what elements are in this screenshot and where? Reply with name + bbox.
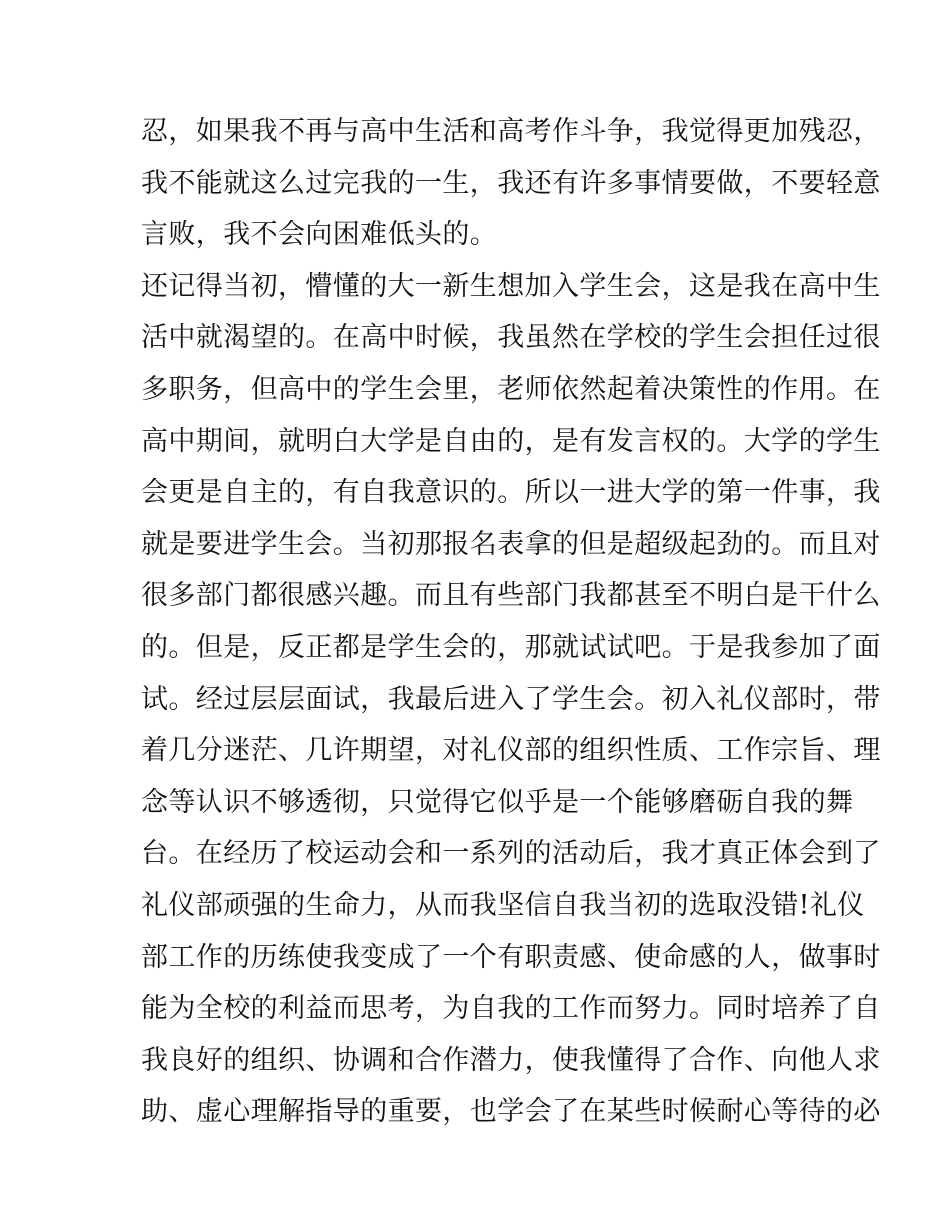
text-line: 言败，我不会向困难低头的。: [141, 219, 498, 251]
text-line: 还记得当初，懵懂的大一新生想加入学生会，这是我在高中生: [141, 270, 881, 302]
text-line: 礼仪部顽强的生命力，从而我坚信自我当初的选取没错!礼仪: [141, 889, 865, 921]
text-line: 念等认识不够透彻，只觉得它似乎是一个能够磨砺自我的舞: [141, 786, 854, 818]
text-line: 部工作的历练使我变成了一个有职责感、使命感的人，做事时: [141, 941, 881, 973]
text-line: 我良好的组织、协调和合作潜力，使我懂得了合作、向他人求: [141, 1044, 881, 1076]
text-line: 的。但是，反正都是学生会的，那就试试吧。于是我参加了面: [141, 631, 881, 663]
text-line: 会更是自主的，有自我意识的。所以一进大学的第一件事，我: [141, 477, 881, 509]
text-line: 着几分迷茫、几许期望，对礼仪部的组织性质、工作宗旨、理: [141, 735, 881, 767]
text-line: 忍，如果我不再与高中生活和高考作斗争，我觉得更加残忍，: [141, 116, 881, 147]
text-line: 助、虚心理解指导的重要，也学会了在某些时候耐心等待的必: [141, 1096, 881, 1128]
text-line: 试。经过层层面试，我最后进入了学生会。初入礼仪部时，带: [141, 683, 881, 715]
text-line: 多职务，但高中的学生会里，老师依然起着决策性的作用。在: [141, 373, 881, 405]
text-line: 能为全校的利益而思考，为自我的工作而努力。同时培养了自: [141, 993, 881, 1025]
text-line: 台。在经历了校运动会和一系列的活动后，我才真正体会到了: [141, 838, 881, 870]
text-line: 活中就渴望的。在高中时候，我虽然在学校的学生会担任过很: [141, 322, 881, 354]
text-line: 就是要进学生会。当初那报名表拿的但是超级起劲的。而且对: [141, 528, 881, 560]
text-line: 高中期间，就明白大学是自由的，是有发言权的。大学的学生: [141, 425, 881, 457]
body-text: [141, 106, 881, 1138]
text-line: 很多部门都很感兴趣。而且有些部门我都甚至不明白是干什么: [141, 580, 881, 612]
text-line: 我不能就这么过完我的一生，我还有许多事情要做，不要轻意: [141, 167, 881, 199]
